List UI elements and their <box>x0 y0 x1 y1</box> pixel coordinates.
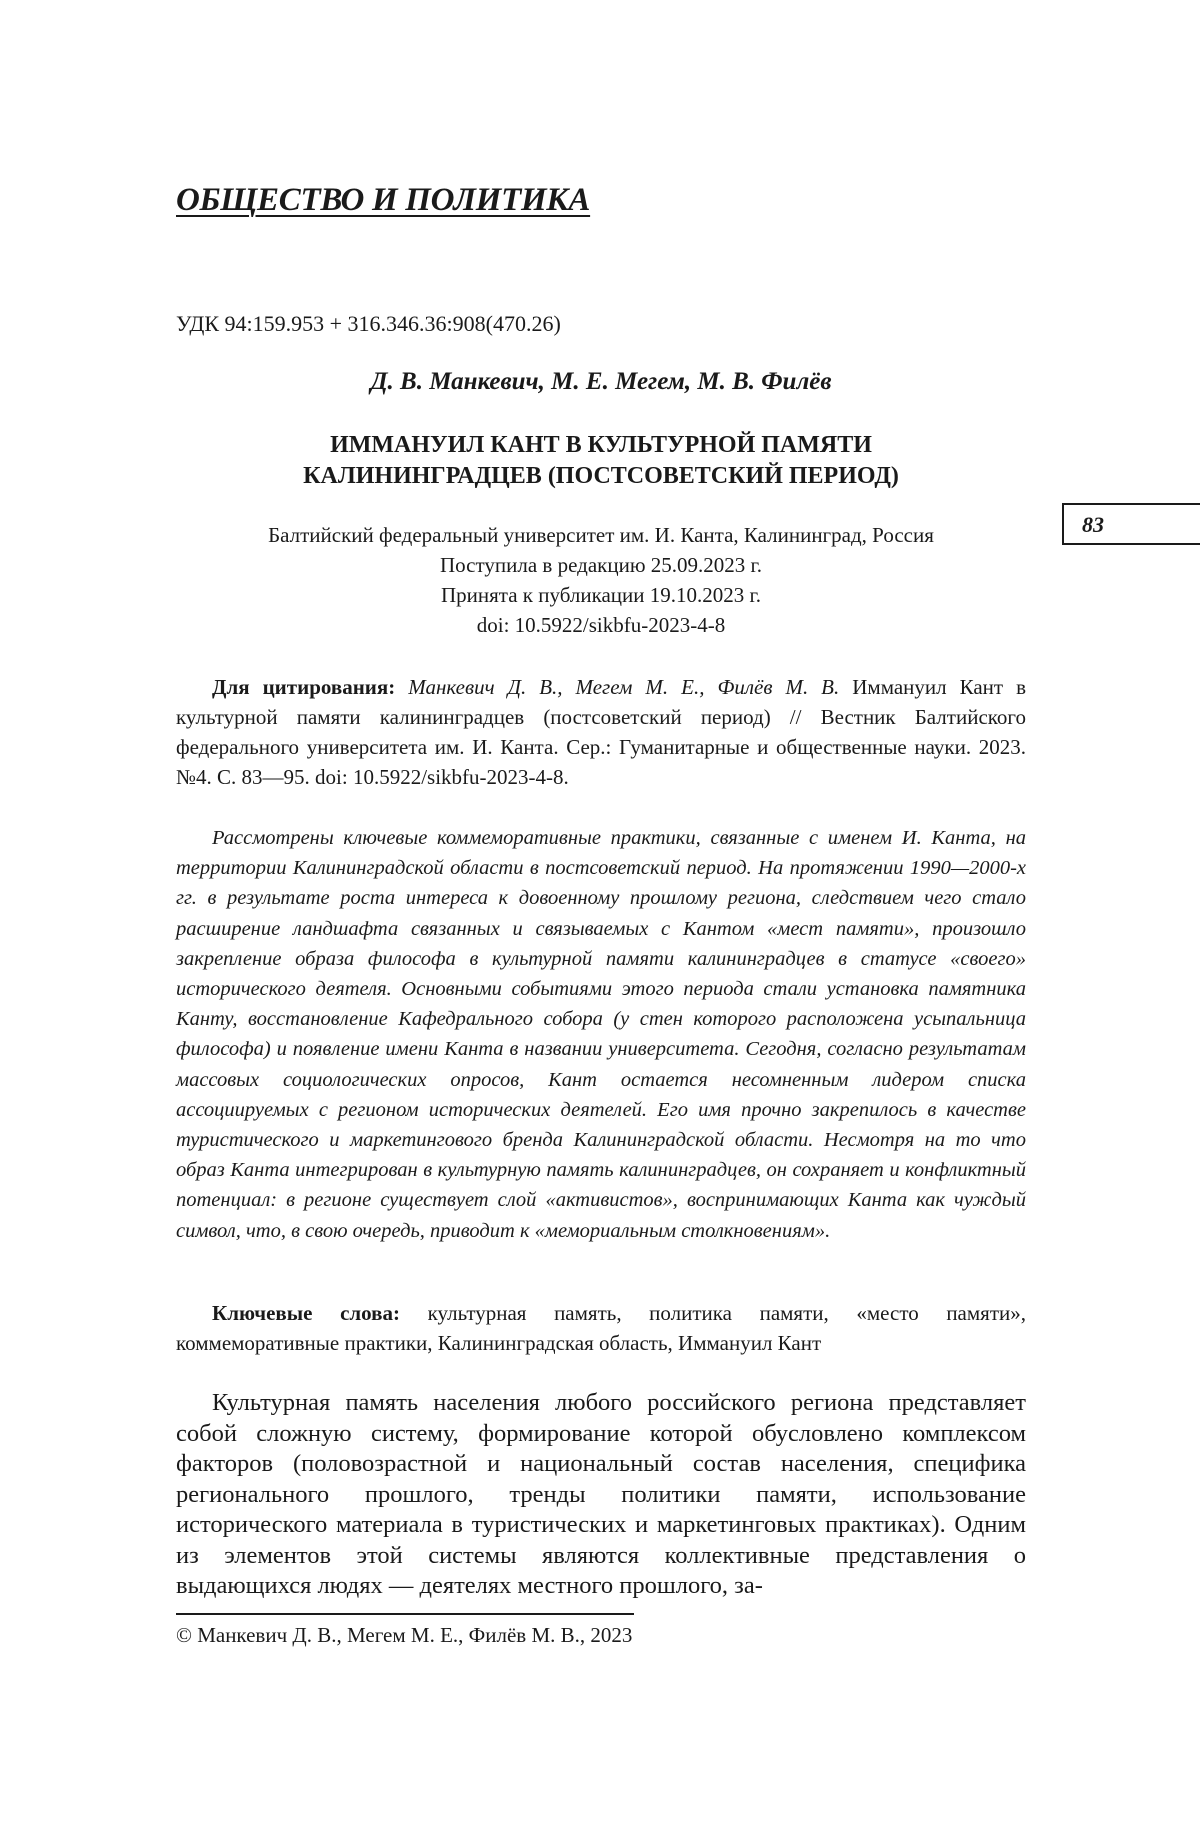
received-date: Поступила в редакцию 25.09.2023 г. <box>439 553 762 577</box>
citation-text: Иммануил Кант в культурной памяти калининградцев (постсоветский период) // Вестник Балтийского федерального университета им. И. Канта. Сер.: Гуманитарные и общественные науки. 2023. №4. С. 83—95. doi: 10.5922/sikbfu-2023-4-8. <box>176 675 1027 789</box>
citation-authors: Манкевич Д. В., Мегем М. Е., Филёв М. В. <box>408 675 840 699</box>
accepted-date: Принята к публикации 19.10.2023 г. <box>440 583 761 607</box>
authors: Д. В. Манкевич, М. Е. Мегем, М. В. Филёв <box>370 368 832 395</box>
affiliation: Балтийский федеральный университет им. И. Канта, Калининград, Россия <box>268 523 934 547</box>
copyright: © Манкевич Д. В., Мегем М. Е., Филёв М. В., 2023 <box>176 1623 633 1647</box>
section-title: ОБЩЕСТВО И ПОЛИТИКА <box>176 182 591 218</box>
keywords-label: Ключевые слова: <box>212 1301 400 1325</box>
udk-code: УДК 94:159.953 + 316.346.36:908(470.26) <box>176 311 561 336</box>
abstract: Рассмотрены ключевые коммеморативные практики, связанные с именем И. Канта, на территории Калининградской области в постсоветский период. На протяжении 1990—2000-х гг. в результате роста интереса к довоенному прошлому региона, следствием чего стало расширение ландшафта связанных и связываемых с Кантом «мест памяти», произошло закрепление образа философа в культурной памяти калининградцев в статусе «своего» исторического деятеля. Основными событиями этого периода стали установка памятника Канту, восстановление Кафедрального собора (у стен которого расположена усыпальница философа) и появление имени Канта в названии университета. Сегодня, согласно результатам массовых социологических опросов, Кант остается несомненным лидером списка ассоциируемых с регионом исторических деятелей. Его имя прочно закрепилось в качестве туристического и маркетингового бренда Калининградской области. Несмотря на то что образ Канта интегрирован в культурную память калининградцев, он сохраняет и конфликтный потенциал: в регионе существует слой «активистов», воспринимающих Канта как чуждый символ, что, в свою очередь, приводит к «мемориальным столкновениям». <box>176 827 1026 1242</box>
keywords <box>176 1298 1026 1358</box>
page-number: 83 <box>1062 503 1200 545</box>
footnote-divider <box>176 1613 634 1615</box>
article-title-line-1: ИММАНУИЛ КАНТ В КУЛЬТУРНОЙ ПАМЯТИ <box>330 432 872 458</box>
article-title-line-2: КАЛИНИНГРАДЦЕВ (ПОСТСОВЕТСКИЙ ПЕРИОД) <box>303 463 899 489</box>
article-title <box>176 430 1026 492</box>
citation-label: Для цитирования: <box>212 675 396 699</box>
article-meta <box>176 520 1026 640</box>
citation <box>176 672 1026 792</box>
body-paragraph: Культурная память населения любого российского региона представляет собой сложную систему, формирование которой обусловлено комплексом факторов (половозрастной и национальный состав населения, специфика регионального прошлого, тренды политики памяти, использование исторического материала в туристических и маркетинговых практиках). Одним из элементов этой системы являются коллективные представления о выдающихся людях — деятелях местного прошлого, за- <box>176 1389 1026 1599</box>
keywords-text: культурная память, политика памяти, «место памяти», коммеморативные практики, Калининградская область, Иммануил Кант <box>176 1301 1026 1355</box>
doi: doi: 10.5922/sikbfu-2023-4-8 <box>476 613 726 637</box>
